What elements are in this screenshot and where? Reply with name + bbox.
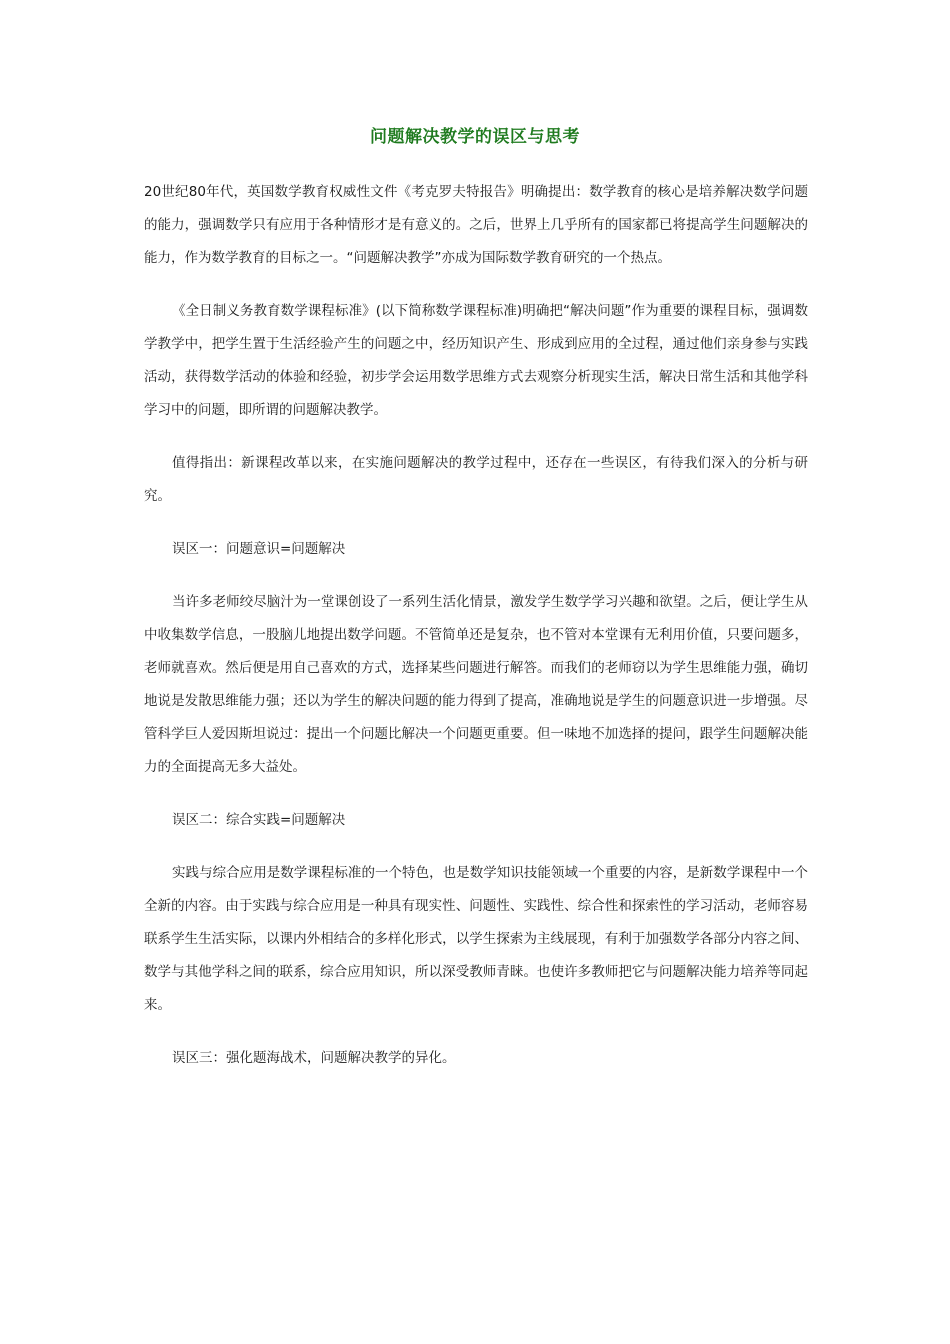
paragraph-misconception-1: 当许多老师绞尽脑汁为一堂课创设了一系列生活化情景，激发学生数学学习兴趣和欲望。之后，便让学生从中收集数学信息，一股脑儿地提出数学问题。不管简单还是复杂，也不管对本堂课有无利用价值，只要问题多，老师就喜欢。然后便是用自己喜欢的方式，选择某些问题进行解答。而我们的老师窃以为学生思维能力强，确切地说是发散思维能力强；还以为学生的解决问题的能力得到了提高，准确地说是学生的问题意识进一步增强。尽管科学巨人爱因斯坦说过：提出一个问题比解决一个问题更重要。但一味地不加选择的提问，跟学生问题解决能力的全面提高无多大益处。 — [144, 594, 808, 775]
document-body — [144, 176, 808, 1095]
paragraph-curriculum-standard: 《全日制义务教育数学课程标准》(以下简称数学课程标准)明确把“解决问题”作为重要的课程目标，强调数学教学中，把学生置于生活经验产生的问题之中，经历知识产生、形成到应用的全过程，通过他们亲身参与实践活动，获得数学活动的体验和经验，初步学会运用数学思维方式去观察分析现实生活，解决日常生活和其他学科学习中的问题，即所谓的问题解决教学。 — [144, 303, 808, 418]
section-heading-misconception-2: 误区二：综合实践=问题解决 — [172, 812, 346, 828]
section-heading-misconception-1: 误区一：问题意识=问题解决 — [172, 541, 346, 557]
paragraph-misconception-2: 实践与综合应用是数学课程标准的一个特色，也是数学知识技能领域一个重要的内容，是新数学课程中一个全新的内容。由于实践与综合应用是一种具有现实性、问题性、实践性、综合性和探索性的学习活动，老师容易联系学生生活实际，以课内外相结合的多样化形式，以学生探索为主线展现，有利于加强数学各部分内容之间、数学与其他学科之间的联系，综合应用知识，所以深受教师青睐。也使许多教师把它与问题解决能力培养等同起来。 — [144, 865, 808, 1013]
section-heading-misconception-3: 误区三：强化题海战术，问题解决教学的异化。 — [172, 1050, 456, 1066]
paragraph-intro: 20世纪80年代，英国数学教育权威性文件《考克罗夫特报告》明确提出：数学教育的核心是培养解决数学问题的能力，强调数学只有应用于各种情形才是有意义的。之后，世界上几乎所有的国家都已将提高学生问题解决的能力，作为数学教育的目标之一。“问题解决教学”亦成为国际数学教育研究的一个热点。 — [144, 184, 808, 266]
paragraph-note: 值得指出：新课程改革以来，在实施问题解决的教学过程中，还存在一些误区，有待我们深入的分析与研究。 — [144, 455, 808, 504]
document-title: 问题解决教学的误区与思考 — [370, 127, 580, 147]
